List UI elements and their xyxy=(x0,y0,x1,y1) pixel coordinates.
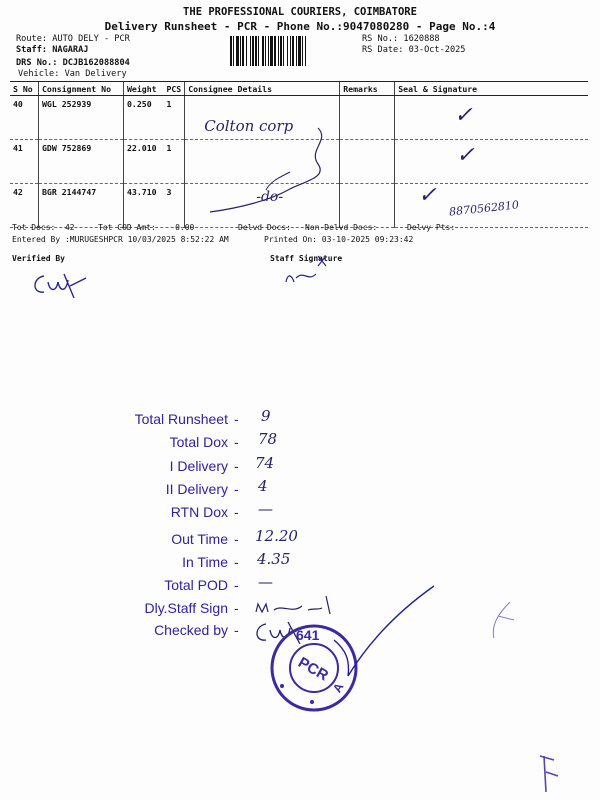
drs-text: DRS No.: DCJB162088804 xyxy=(16,58,130,68)
edge-mark xyxy=(484,598,524,642)
cell-consignment: WGL 252939 xyxy=(39,96,124,140)
staff-signature xyxy=(282,252,342,288)
stamp-dash: - xyxy=(234,434,239,450)
cell-seal xyxy=(395,140,588,184)
stamp-label: Total Runsheet xyxy=(134,411,228,427)
cell-sno: 41 xyxy=(10,140,39,184)
consignee-handwriting: -do- xyxy=(256,189,284,205)
cell-consignment: GDW 752869 xyxy=(39,140,124,184)
cell-weight: 0.250 1 xyxy=(124,96,185,140)
stamp-label: RTN Dox xyxy=(170,504,228,520)
stamp-label: Dly.Staff Sign xyxy=(144,600,228,616)
stamp-dash: - xyxy=(234,481,239,497)
stamp-dash: - xyxy=(234,600,239,616)
stamp-label: I Delivery xyxy=(169,458,228,474)
stamp-value: 78 xyxy=(258,430,278,448)
stamp-value: — xyxy=(258,573,273,591)
stamp-label: II Delivery xyxy=(165,481,228,497)
stamp-value: 4.35 xyxy=(257,550,291,568)
col-consignment: Consignment No xyxy=(39,82,124,96)
rs-no: RS No.: 1620888 xyxy=(362,34,440,44)
stamp-dash: - xyxy=(234,458,239,474)
cell-remarks xyxy=(340,184,395,228)
entered-by: Entered By :MURUGESHPCR 10/03/2025 8:52:22 AM xyxy=(12,235,229,244)
phone-handwriting: 8870562810 xyxy=(448,198,520,219)
round-stamp-text: PCR xyxy=(295,653,332,685)
runsheet-subtitle: Delivery Runsheet - PCR - Phone No.:9047080280 - Page No.:4 xyxy=(104,20,496,33)
stamp-dash: - xyxy=(234,504,239,520)
edge-mark xyxy=(534,752,564,796)
cell-consignment: BGR 2144747 xyxy=(39,184,124,228)
approval-tick xyxy=(330,580,440,690)
stamp-label: Total POD xyxy=(164,577,228,593)
stamp-dash: - xyxy=(234,577,239,593)
stamp-dash: - xyxy=(234,622,239,638)
round-stamp-numbers: 641 xyxy=(296,627,320,643)
col-weight: Weight PCS xyxy=(124,82,185,96)
col-remarks: Remarks xyxy=(340,82,395,96)
stamp-label: Out Time xyxy=(171,531,228,547)
verified-signature xyxy=(30,268,90,302)
staff-text: Staff: NAGARAJ xyxy=(16,45,89,55)
cell-remarks xyxy=(340,96,395,140)
delvy-pts: Delvy Pts: xyxy=(407,223,456,232)
stamp-dash: - xyxy=(234,411,239,427)
cell-weight: 43.710 3 xyxy=(124,184,185,228)
barcode xyxy=(230,36,356,66)
stamp-value: 4 xyxy=(258,477,268,495)
col-consignee: Consignee Details xyxy=(185,82,340,96)
cell-sno: 42 xyxy=(10,184,39,228)
vehicle-text: Vehicle: Van Delivery xyxy=(18,69,127,79)
check-mark: ✓ xyxy=(454,103,473,128)
route-text: Route: AUTO DELY - PCR xyxy=(16,34,130,44)
check-mark: ✓ xyxy=(456,143,475,168)
delvd-docs: Delvd Docs: xyxy=(238,223,291,232)
stamp-label: In Time xyxy=(182,554,228,570)
col-sno: S No xyxy=(10,82,39,96)
cell-sno: 40 xyxy=(10,96,39,140)
cell-remarks xyxy=(340,140,395,184)
cell-weight: 22.010 1 xyxy=(124,140,185,184)
printed-on: Printed On: 03-10-2025 09:23:42 xyxy=(264,235,414,244)
check-mark: ✓ xyxy=(418,183,437,208)
company-title: THE PROFESSIONAL COURIERS, COIMBATORE xyxy=(183,6,417,18)
stamp-value: — xyxy=(258,500,273,518)
pen-scribble xyxy=(190,120,330,220)
cell-seal xyxy=(395,96,588,140)
verified-by-label: Verified By xyxy=(12,254,65,263)
stamp-value: 74 xyxy=(255,454,275,472)
stamp-label: Total Dox xyxy=(169,434,228,450)
non-delvd-docs: Non-Delvd Docs: xyxy=(305,223,378,232)
rs-date: RS Date: 03-Oct-2025 xyxy=(362,45,466,55)
stamp-dash: - xyxy=(234,531,239,547)
cell-seal xyxy=(395,184,588,228)
consignee-handwriting: Colton corp xyxy=(204,117,294,135)
round-stamp-code: A xyxy=(329,680,347,695)
tot-docs: Tot Docs: 42 xyxy=(12,223,75,232)
tot-cod: Tot COD Amt: 0.00 xyxy=(98,223,195,232)
stamp-label: Checked by xyxy=(154,622,228,638)
stamp-value: 9 xyxy=(261,407,271,425)
stamp-value: 12.20 xyxy=(255,527,298,545)
col-seal: Seal & Signature xyxy=(395,82,588,96)
stamp-dash: - xyxy=(234,554,239,570)
staff-signature-label: Staff Signature xyxy=(270,254,343,263)
